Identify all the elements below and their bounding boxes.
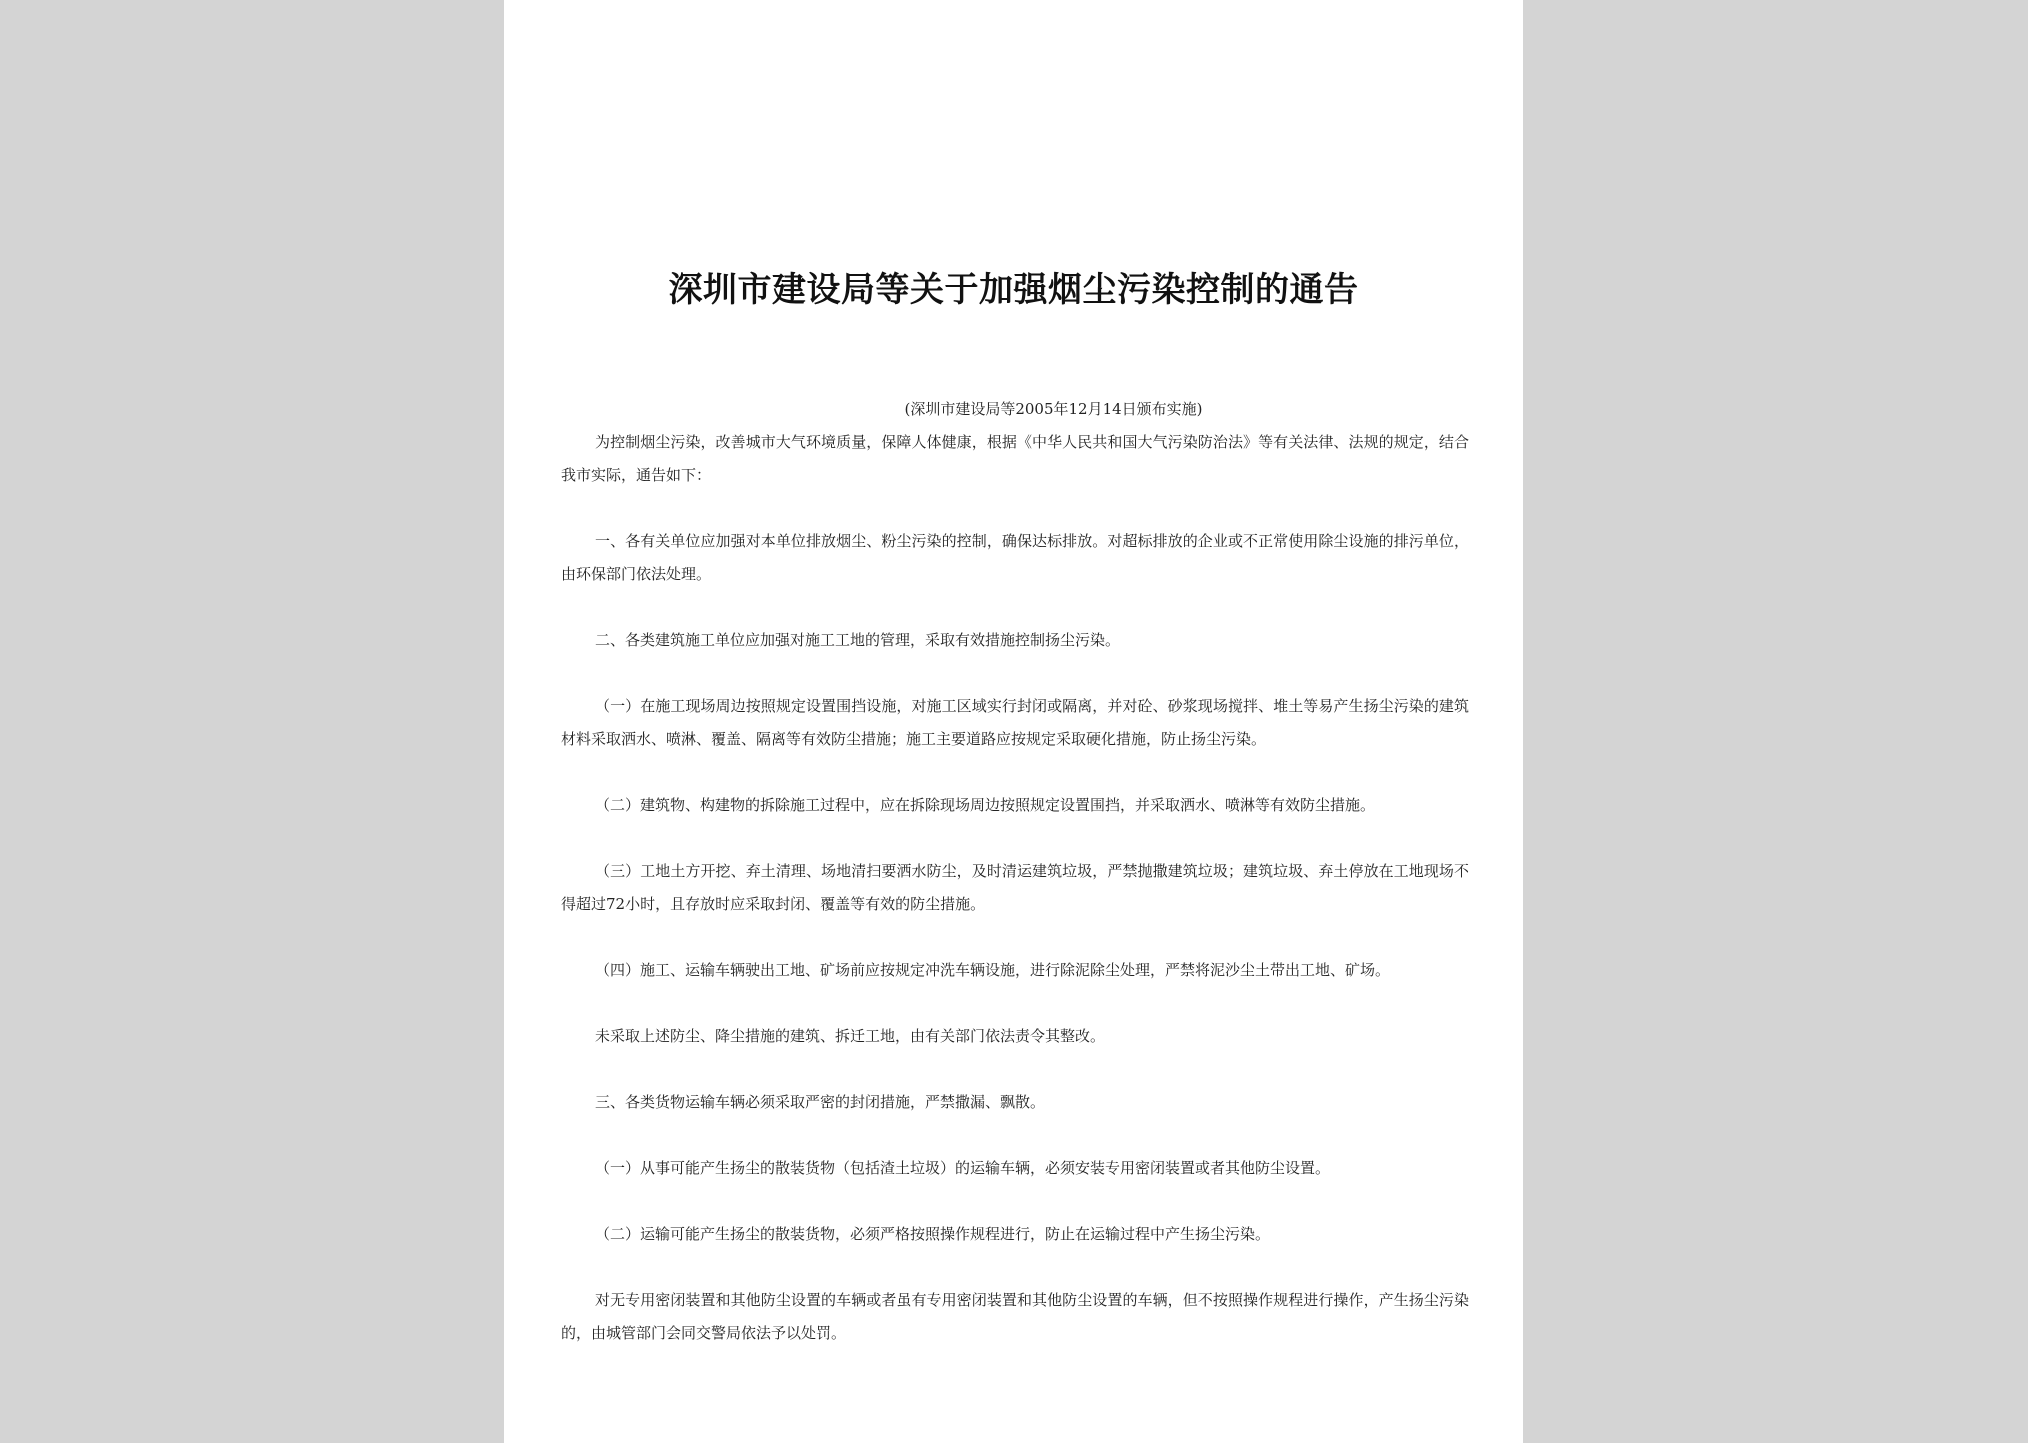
paragraph-section-3-item-2: （二）运输可能产生扬尘的散装货物，必须严格按照操作规程进行，防止在运输过程中产生扬尘污染。 (595, 1225, 1271, 1243)
paragraph-section-3: 三、各类货物运输车辆必须采取严密的封闭措施，严禁撒漏、飘散。 (595, 1093, 1046, 1111)
document-body (561, 426, 1469, 1350)
document-title: 深圳市建设局等关于加强烟尘污染控制的通告 (668, 270, 1359, 310)
paragraph-section-2-note: 未采取上述防尘、降尘措施的建筑、拆迁工地，由有关部门依法责令其整改。 (595, 1027, 1106, 1045)
document-page (504, 0, 1523, 1443)
paragraph-section-2-item-4: （四）施工、运输车辆驶出工地、矿场前应按规定冲洗车辆设施，进行除泥除尘处理，严禁将泥沙尘土带出工地、矿场。 (595, 961, 1391, 979)
paragraph-section-2-item-2: （二）建筑物、构建物的拆除施工过程中，应在拆除现场周边按照规定设置围挡，并采取洒水、喷淋等有效防尘措施。 (595, 796, 1376, 814)
paragraph-section-2-item-1: （一）在施工现场周边按照规定设置围挡设施，对施工区域实行封闭或隔离，并对砼、砂浆现场搅拌、堆土等易产生扬尘污染的建筑材料采取洒水、喷淋、覆盖、隔离等有效防尘措施；施工主要道路应按规定采取硬化措施，防止扬尘污染。 (561, 697, 1469, 748)
paragraph-section-3-note: 对无专用密闭装置和其他防尘设置的车辆或者虽有专用密闭装置和其他防尘设置的车辆，但不按照操作规程进行操作，产生扬尘污染的，由城管部门会同交警局依法予以处罚。 (561, 1291, 1469, 1342)
paragraph-intro: 为控制烟尘污染，改善城市大气环境质量，保障人体健康，根据《中华人民共和国大气污染防治法》等有关法律、法规的规定，结合我市实际，通告如下： (561, 433, 1469, 484)
paragraph-section-1: 一、各有关单位应加强对本单位排放烟尘、粉尘污染的控制，确保达标排放。对超标排放的企业或不正常使用除尘设施的排污单位，由环保部门依法处理。 (561, 532, 1469, 583)
paragraph-section-2-item-3: （三）工地土方开挖、弃土清理、场地清扫要洒水防尘，及时清运建筑垃圾，严禁抛撒建筑垃圾；建筑垃圾、弃土停放在工地现场不得超过72小时，且存放时应采取封闭、覆盖等有效的防尘措施。 (561, 862, 1469, 913)
document-subtitle: (深圳市建设局等2005年12月14日颁布实施) (904, 400, 1203, 418)
paragraph-section-2: 二、各类建筑施工单位应加强对施工工地的管理，采取有效措施控制扬尘污染。 (595, 631, 1121, 649)
paragraph-section-3-item-1: （一）从事可能产生扬尘的散装货物（包括渣土垃圾）的运输车辆，必须安装专用密闭装置或者其他防尘设置。 (595, 1159, 1331, 1177)
